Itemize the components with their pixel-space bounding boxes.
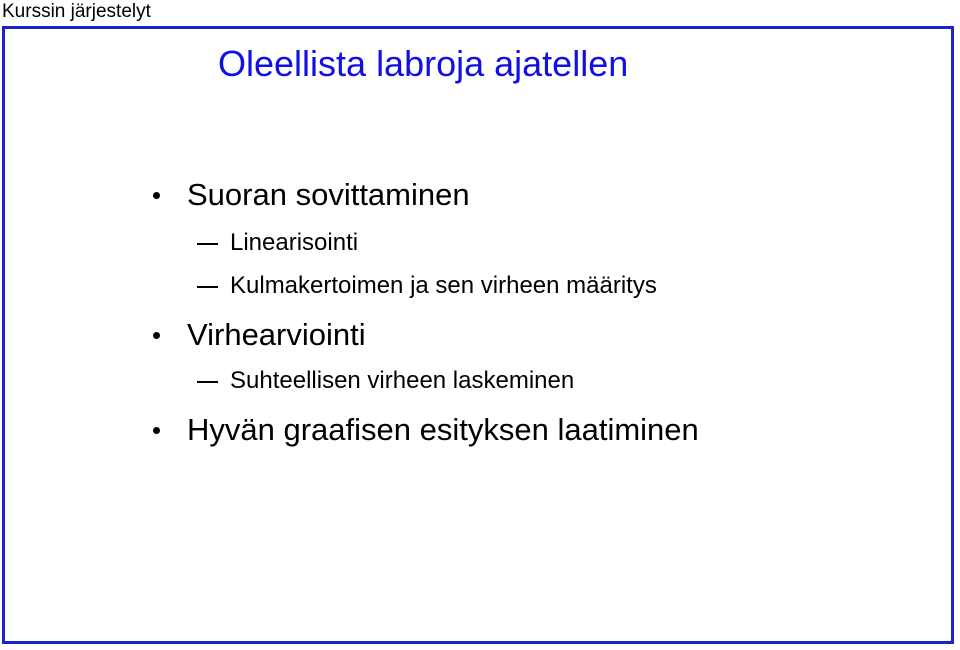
bullet-dot-icon: [153, 332, 160, 339]
dash-icon: [197, 243, 218, 245]
dash-icon: [197, 381, 218, 383]
subitem-suhteellisen: [197, 366, 574, 396]
bullet-dot-icon: [153, 192, 160, 199]
subitem-text: Kulmakertoimen ja sen virheen määritys: [230, 272, 657, 299]
bullet-dot-icon: [153, 427, 160, 434]
slide-title: Oleellista labroja ajatellen: [218, 43, 629, 84]
bullet-text: Suoran sovittaminen: [187, 177, 470, 212]
header-label: Kurssin järjestelyt: [2, 1, 151, 22]
subitem-kulmakertoimen: [197, 271, 657, 301]
bullet-item-hyvan-graafisen: [153, 411, 699, 449]
bullet-item-virhearviointi: [153, 316, 366, 354]
dash-icon: [197, 286, 218, 288]
subitem-text: Suhteellisen virheen laskeminen: [230, 367, 575, 394]
subitem-linearisointi: [197, 228, 358, 258]
bullet-text: Virhearviointi: [187, 317, 366, 352]
bullet-text: Hyvän graafisen esityksen laatiminen: [187, 412, 699, 447]
subitem-text: Linearisointi: [230, 229, 359, 256]
bullet-item-suoran-sovittaminen: [153, 176, 470, 214]
